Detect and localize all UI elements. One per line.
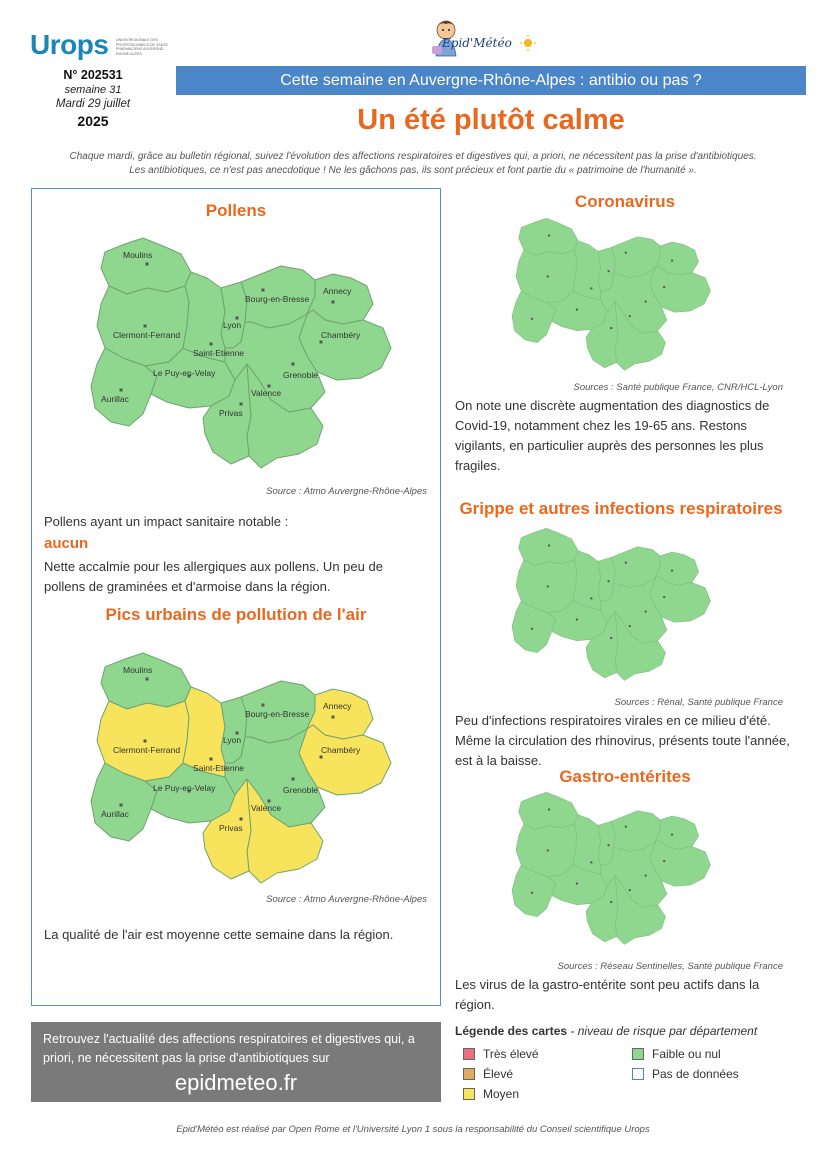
pollens-source: Source : Atmo Auvergne-Rhône-Alpes (266, 486, 427, 497)
pollution-source: Source : Atmo Auvergne-Rhône-Alpes (266, 894, 427, 905)
pollens-title: Pollens (205, 201, 267, 220)
city-label-valence: Valence (251, 388, 282, 398)
city-marker-moulins (548, 544, 550, 546)
legend-swatch-tres-eleve (463, 1048, 475, 1060)
city-marker-moulins (548, 234, 550, 236)
city-marker-annecy (332, 716, 335, 719)
city-marker-bourg (625, 252, 627, 254)
city-marker-annecy (671, 260, 673, 262)
legend-label-moyen: Moyen (483, 1087, 520, 1101)
grippe-title: Grippe et autres infections respiratoires (459, 499, 783, 518)
city-marker-chambery (663, 596, 665, 598)
department-allier (519, 528, 579, 565)
intro-line-1: Chaque mardi, grâce au bulletin régional, suivez l'évolution des affections respiratoires et digestives qui, a priori, ne nécessitent pas la prise d'antibiotiques. (69, 151, 757, 162)
coronavirus-title: Coronavirus (574, 192, 676, 211)
intro-text (20, 150, 806, 178)
gastro-source: Sources : Réseau Sentinelles, Santé publique France (557, 961, 783, 972)
city-label-privas: Privas (219, 823, 243, 833)
region-banner: Cette semaine en Auvergne-Rhône-Alpes : antibio ou pas ? (176, 66, 806, 95)
promo-text: Retrouvez l'actualité des affections respiratoires et digestives qui, a priori, ne nécessitent pas la prise d'antibiotiques sur (43, 1032, 415, 1065)
city-label-grenoble: Grenoble (283, 370, 318, 380)
issue-year: 2025 (77, 113, 109, 129)
coronavirus-text: On note une discrète augmentation des diagnostics de Covid-19, notamment chez les 19-65 ans. Restons vigilants, en particulier auprès des personnes les plus fragiles. (455, 398, 770, 473)
city-marker-grenoble (645, 875, 647, 877)
city-label-bourg: Bourg-en-Bresse (245, 294, 310, 304)
city-marker-lyon (608, 580, 610, 582)
city-label-saintetienne: Saint-Etienne (193, 763, 245, 773)
pollens-map (85, 230, 425, 475)
city-marker-valence (629, 315, 631, 317)
legend-swatch-nodata (632, 1068, 644, 1080)
city-marker-bourg (625, 826, 627, 828)
grippe-map (508, 523, 733, 685)
city-marker-aurillac (120, 804, 123, 807)
city-marker-moulins (146, 678, 149, 681)
credit-line: Epid'Météo est réalisé par Open Rome et l'Université Lyon 1 sous la responsabilité du Conseil scientifique Urops (176, 1124, 650, 1135)
pollens-impact-value: aucun (44, 535, 89, 552)
city-marker-lepuy (576, 883, 578, 885)
city-marker-privas (240, 403, 243, 406)
city-marker-grenoble (645, 301, 647, 303)
gastro-title: Gastro-entérites (559, 767, 691, 786)
city-marker-privas (610, 637, 612, 639)
city-marker-valence (629, 889, 631, 891)
intro-line-2: Les antibiotiques, ce n'est pas anecdotique ! Ne les gâchons pas, ils sont précieux et font partie du « patrimoine de l'humanité ». (129, 165, 697, 176)
city-marker-saintetienne (590, 287, 592, 289)
city-label-lyon: Lyon (223, 735, 242, 745)
city-marker-aurillac (531, 628, 533, 630)
city-label-annecy: Annecy (323, 701, 352, 711)
legend-label-nodata: Pas de données (652, 1067, 739, 1081)
department-allier (101, 238, 191, 294)
legend-label-eleve: Élevé (483, 1067, 514, 1081)
legend-heading (455, 1022, 805, 1040)
city-marker-bourg (625, 562, 627, 564)
city-label-moulins: Moulins (123, 250, 153, 260)
city-label-privas: Privas (219, 408, 243, 418)
city-marker-privas (610, 327, 612, 329)
city-label-clermont: Clermont-Ferrand (113, 745, 181, 755)
city-marker-bourg (262, 704, 265, 707)
city-label-saintetienne: Saint-Etienne (193, 348, 245, 358)
coronavirus-map (508, 213, 733, 375)
grippe-text: Peu d'infections respiratoires virales en ce milieu d'été. Même la circulation des rhinovirus, présents toute l'année, est à la baisse. (455, 713, 790, 768)
urops-logo-subtitle: UNION REGIONALE DES PROFESSIONNELS DE SANTE PHARMACIENS AUVERGNE-RHONE-ALPES (116, 38, 168, 56)
issue-week: semaine 31 (64, 84, 122, 96)
legend-swatch-faible (632, 1048, 644, 1060)
pollution-map (85, 645, 425, 890)
pollens-impact-label: Pollens ayant un impact sanitaire notable : (44, 514, 289, 529)
city-marker-saintetienne (590, 597, 592, 599)
grippe-source: Sources : Rénal, Santé publique France (614, 697, 783, 708)
city-label-aurillac: Aurillac (101, 394, 129, 404)
city-marker-aurillac (531, 318, 533, 320)
city-label-moulins: Moulins (123, 665, 153, 675)
issue-number: N° 202531 (63, 68, 123, 82)
city-marker-grenoble (292, 778, 295, 781)
pollution-text: La qualité de l'air est moyenne cette semaine dans la région. (44, 927, 394, 942)
issue-info (38, 68, 148, 131)
city-marker-lepuy (576, 309, 578, 311)
map-legend (455, 1022, 805, 1040)
city-marker-chambery (320, 756, 323, 759)
city-marker-moulins (146, 263, 149, 266)
city-marker-chambery (320, 341, 323, 344)
city-marker-lyon (608, 844, 610, 846)
city-marker-chambery (663, 286, 665, 288)
city-marker-annecy (671, 834, 673, 836)
city-marker-privas (240, 818, 243, 821)
epidmeteo-logo-text: Epid'Météo (442, 36, 512, 50)
city-label-aurillac: Aurillac (101, 809, 129, 819)
department-allier (519, 792, 579, 829)
legend-label-tres-eleve: Très élevé (483, 1047, 539, 1061)
city-label-valence: Valence (251, 803, 282, 813)
city-marker-clermont (547, 585, 549, 587)
pollens-text: Nette accalmie pour les allergiques aux pollens. Un peu de pollens de graminées et d'armoise dans la région. (44, 559, 383, 594)
city-marker-grenoble (292, 363, 295, 366)
city-marker-lepuy (576, 619, 578, 621)
department-allier (101, 653, 191, 709)
city-marker-clermont (547, 275, 549, 277)
urops-logo (30, 30, 175, 64)
department-loire (573, 551, 601, 611)
gastro-text: Les virus de la gastro-entérite sont peu actifs dans la région. (455, 977, 760, 1012)
city-marker-annecy (332, 301, 335, 304)
department-loire (573, 241, 601, 301)
city-marker-saintetienne (210, 343, 213, 346)
city-marker-lyon (608, 270, 610, 272)
city-label-lepuy: Le Puy-en-Velay (153, 783, 216, 793)
urops-logo-word: Urops (30, 29, 109, 60)
city-label-annecy: Annecy (323, 286, 352, 296)
city-marker-privas (610, 901, 612, 903)
issue-date: Mardi 29 juillet (55, 98, 131, 110)
promo-site-link[interactable]: epidmeteo.fr (174, 1070, 298, 1095)
legend-subtitle: - niveau de risque par département (567, 1024, 758, 1038)
legend-swatch-eleve (463, 1068, 475, 1080)
city-label-lyon: Lyon (223, 320, 242, 330)
city-label-chambery: Chambéry (321, 330, 361, 340)
city-marker-clermont (144, 740, 147, 743)
city-marker-chambery (663, 860, 665, 862)
city-label-chambery: Chambéry (321, 745, 361, 755)
pollution-title: Pics urbains de pollution de l'air (105, 605, 367, 624)
city-marker-clermont (144, 325, 147, 328)
legend-label-faible: Faible ou nul (652, 1047, 721, 1061)
city-marker-aurillac (531, 892, 533, 894)
city-marker-saintetienne (210, 758, 213, 761)
headline: Un été plutôt calme (357, 104, 625, 136)
city-marker-clermont (547, 849, 549, 851)
city-label-clermont: Clermont-Ferrand (113, 330, 181, 340)
department-loire (573, 815, 601, 875)
city-marker-aurillac (120, 389, 123, 392)
city-marker-saintetienne (590, 861, 592, 863)
legend-swatch-moyen (463, 1088, 475, 1100)
epidmeteo-logo (424, 16, 544, 66)
department-allier (519, 218, 579, 255)
gastro-map (508, 787, 733, 949)
promo-box (31, 1022, 441, 1102)
city-label-bourg: Bourg-en-Bresse (245, 709, 310, 719)
city-marker-valence (629, 625, 631, 627)
coronavirus-source: Sources : Santé publique France, CNR/HCL-Lyon (573, 382, 783, 393)
city-marker-bourg (262, 289, 265, 292)
city-marker-grenoble (645, 611, 647, 613)
legend-title: Légende des cartes (455, 1024, 568, 1038)
city-label-grenoble: Grenoble (283, 785, 318, 795)
city-marker-annecy (671, 570, 673, 572)
city-label-lepuy: Le Puy-en-Velay (153, 368, 216, 378)
city-marker-moulins (548, 808, 550, 810)
